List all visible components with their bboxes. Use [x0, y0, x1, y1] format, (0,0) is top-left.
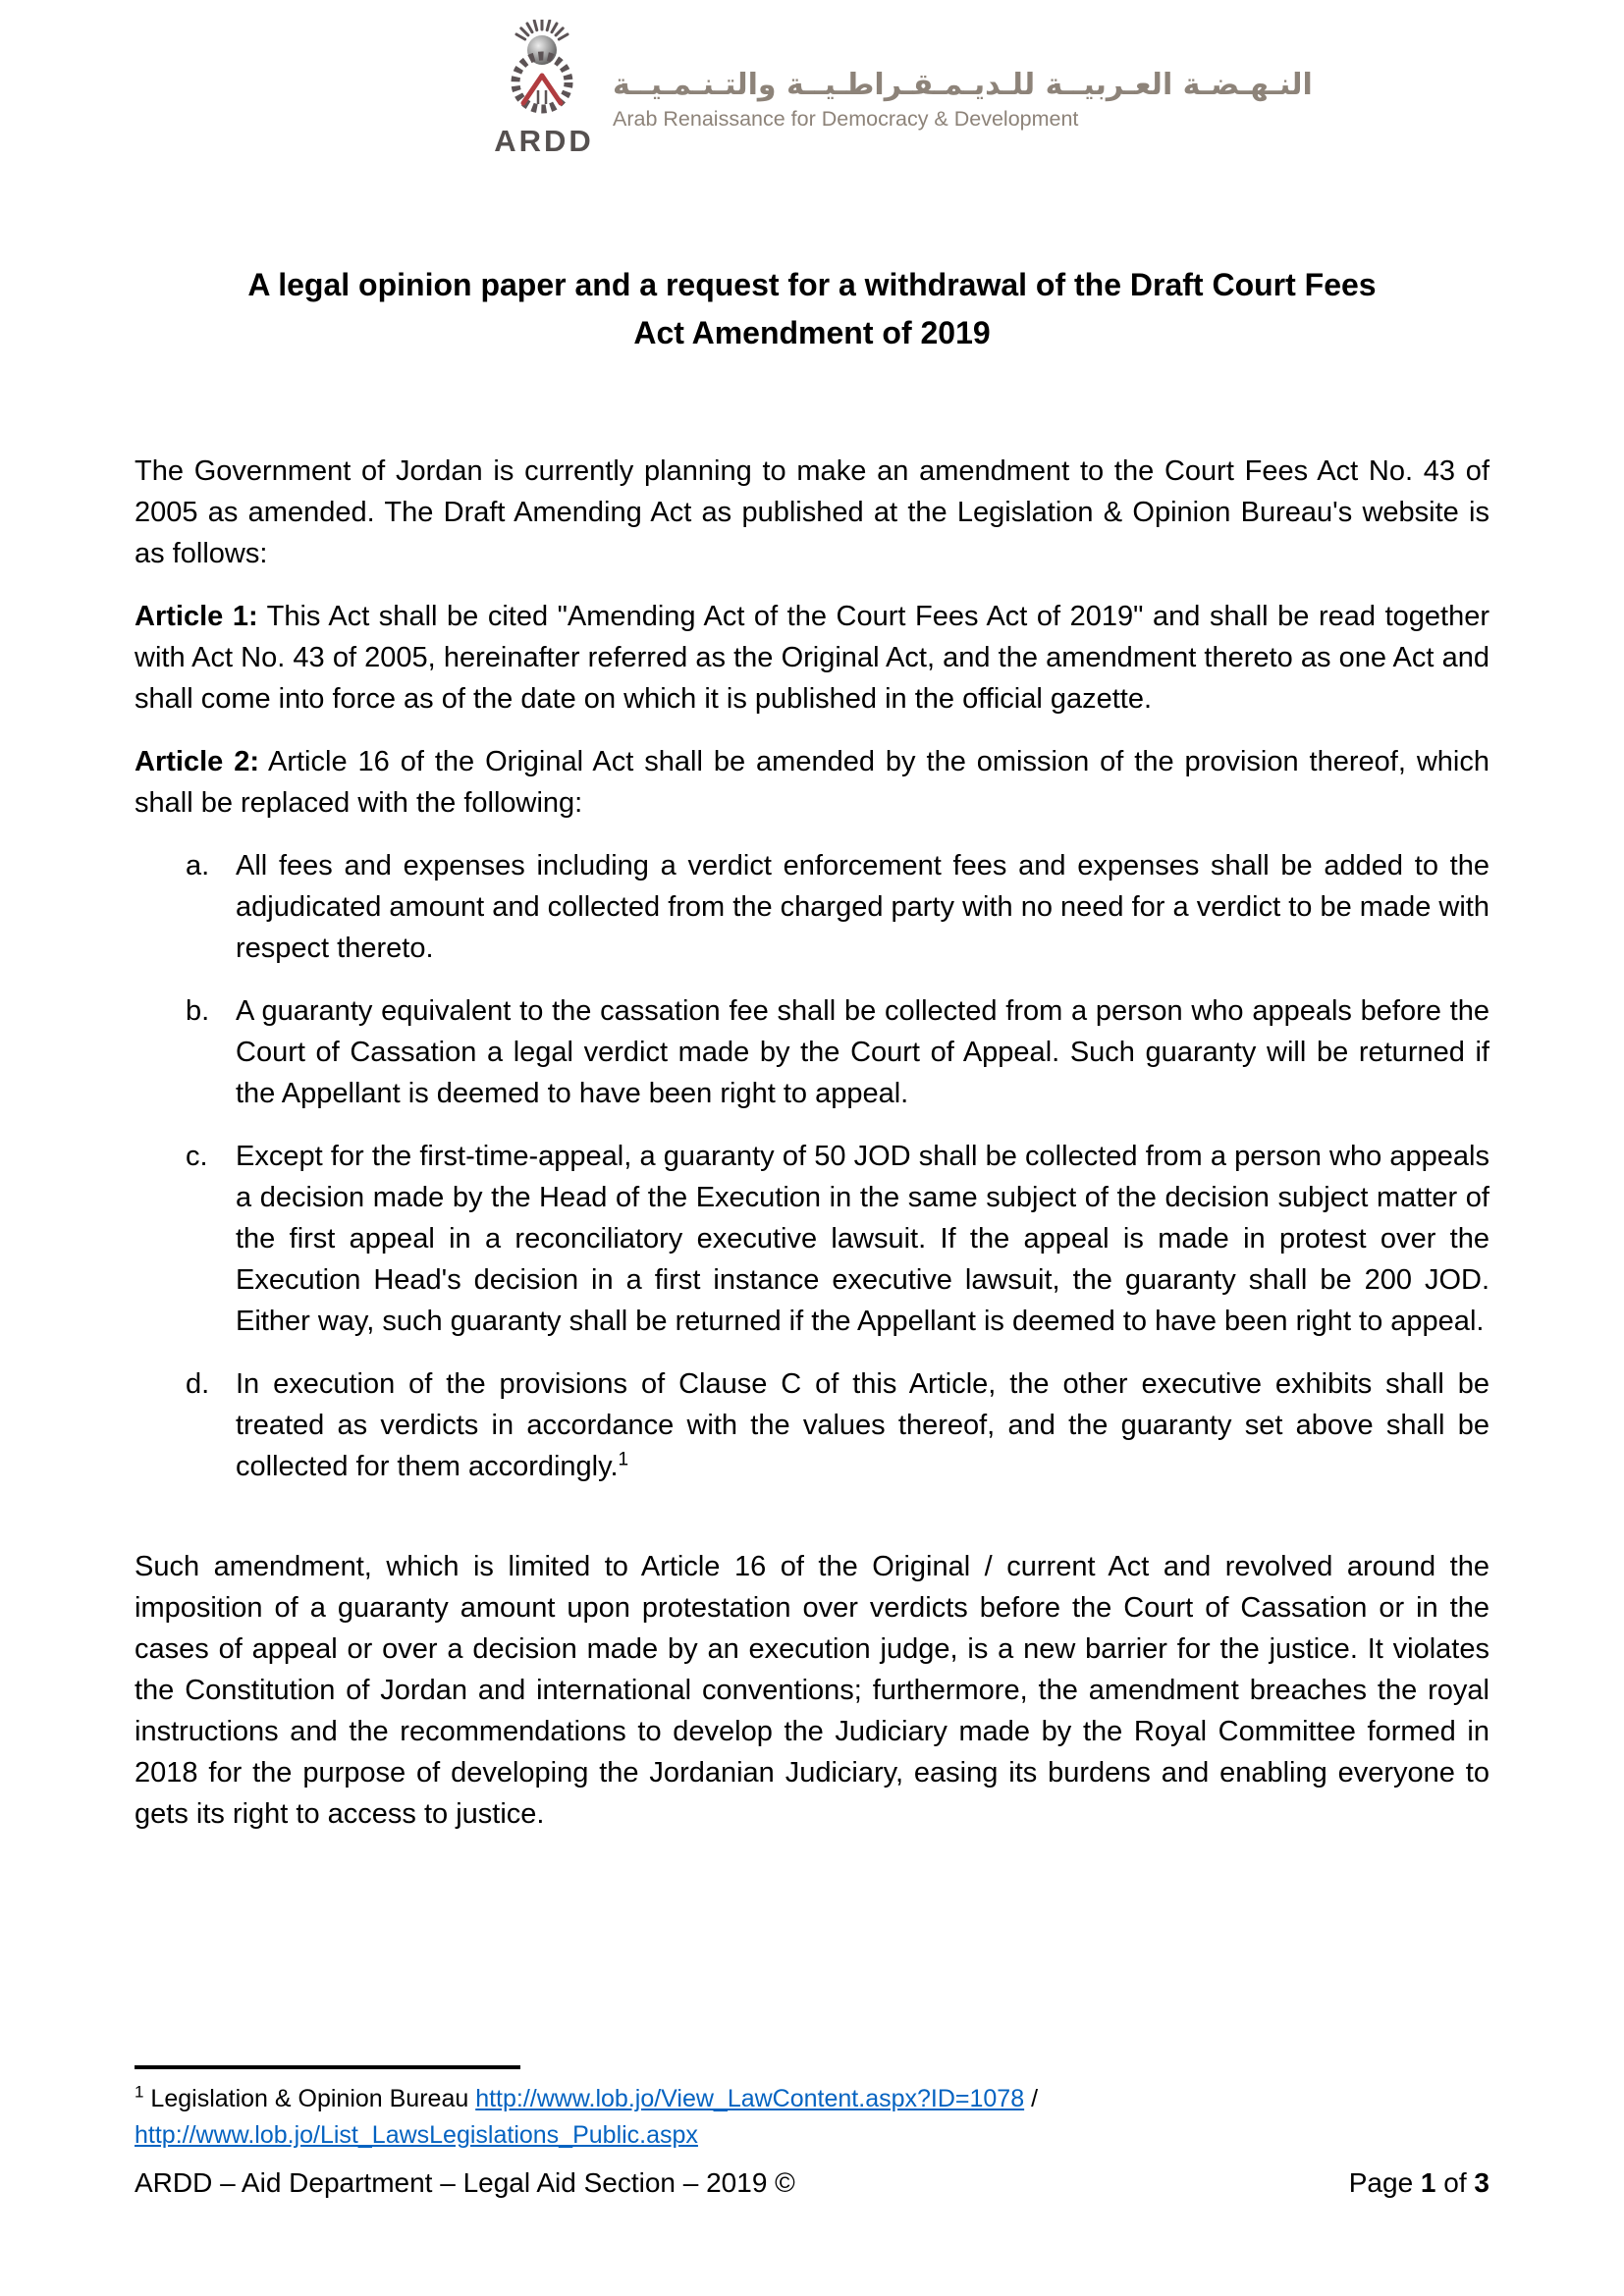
footnote-prefix: Legislation & Opinion Bureau [150, 2085, 476, 2112]
ardd-wordmark: ARDD [494, 124, 594, 158]
footnote-text [135, 2081, 1489, 2154]
list-item-text: A guaranty equivalent to the cassation fee shall be collected from a person who appeals before the Court of Cassation a legal verdict made by the Court of Appeal. Such guaranty will be returned if the Appellant is deemed to have been right to appeal. [236, 995, 1489, 1109]
ardd-logo [491, 20, 1313, 159]
ardd-emblem-icon [495, 20, 593, 122]
list-item-marker: d. [186, 1368, 210, 1400]
footer-left-text: ARDD – Aid Department – Legal Aid Section – 2019 © [135, 2167, 795, 2198]
page-number: 1 [1420, 2167, 1436, 2198]
footnote-number: 1 [135, 2082, 144, 2102]
footnote-separator: / [1024, 2085, 1039, 2112]
list-item-a [135, 845, 1489, 969]
clause-list [135, 845, 1489, 1487]
article-2-label: Article 2: [135, 746, 259, 777]
footnote-area [135, 2065, 1489, 2154]
page-title-line2: Act Amendment of 2019 [633, 315, 991, 350]
ardd-arabic-name: النـهـضـة العـربيــة للـديـمـقـراطـيــة والتـنـمـيــة [613, 68, 1313, 102]
of-word: of [1435, 2167, 1475, 2198]
document-body [135, 451, 1489, 1856]
list-item-text: All fees and expenses including a verdict enforcement fees and expenses shall be added to the adjudicated amount and collected from the charged party with no need for a verdict to be made with respect thereto. [236, 850, 1489, 964]
footnote-link-2[interactable]: http://www.lob.jo/List_LawsLegislations_Public.aspx [135, 2121, 698, 2149]
list-item-text: Except for the first-time-appeal, a guaranty of 50 JOD shall be collected from a person who appeals a decision made by the Head of the Execution in the same subject of the decision subject matter of the first appeal in a reconciliatory executive lawsuit. If the appeal is made in protest over the Execution Head's decision in a first instance executive lawsuit, the guaranty shall be 200 JOD. Either way, such guaranty shall be returned if the Appellant is deemed to have been right to appeal. [236, 1141, 1489, 1337]
ardd-emblem-column [491, 20, 597, 159]
red-tent-icon [523, 76, 561, 103]
footnote-link-1[interactable]: http://www.lob.jo/View_LawContent.aspx?ID=1078 [475, 2085, 1025, 2112]
page-title [135, 261, 1489, 357]
inner-hatches-icon [538, 90, 546, 104]
list-item-c [135, 1136, 1489, 1342]
page-title-line1: A legal opinion paper and a request for a withdrawal of the Draft Court Fees [247, 267, 1377, 302]
list-item-d [135, 1363, 1489, 1487]
article-2-text: Article 16 of the Original Act shall be amended by the omission of the provision thereof, which shall be replaced with the following: [135, 746, 1489, 819]
article-1-label: Article 1: [135, 601, 258, 632]
list-item-b [135, 990, 1489, 1114]
intro-paragraph: The Government of Jordan is currently planning to make an amendment to the Court Fees Act No. 43 of 2005 as amended. The Draft Amending Act as published at the Legislation & Opinion Bureau's website is as follows: [135, 455, 1489, 569]
ardd-names [613, 69, 1313, 132]
list-item-marker: a. [186, 850, 210, 881]
list-item-marker: b. [186, 995, 210, 1027]
ardd-english-name: Arab Renaissance for Democracy & Development [613, 106, 1079, 131]
article-2-paragraph [135, 741, 1489, 824]
page-total: 3 [1474, 2167, 1489, 2198]
footnote-reference-mark: 1 [618, 1449, 629, 1470]
closing-paragraph: Such amendment, which is limited to Article 16 of the Original / current Act and revolved around the imposition of a guaranty amount upon protestation over verdicts before the Court of Cassation or in the cases of appeal or over a decision made by an execution judge, is a new barrier for the justice. It violates the Constitution of Jordan and international conventions; furthermore, the amendment breaches the royal instructions and the recommendations to develop the Judiciary made by the Royal Committee formed in 2018 for the purpose of developing the Jordanian Judiciary, easing its burdens and enabling everyone to gets its right to access to justice. [135, 1551, 1489, 1830]
list-item-marker: c. [186, 1141, 208, 1172]
page-footer [135, 2167, 1489, 2199]
page-number-indicator [1349, 2167, 1489, 2199]
article-1-text: This Act shall be cited "Amending Act of the Court Fees Act of 2019" and shall be read together with Act No. 43 of 2005, hereinafter referred as the Original Act, and the amendment thereto as one Act and shall come into force as of the date on which it is published in the official gazette. [135, 601, 1489, 715]
page-word: Page [1348, 2167, 1421, 2198]
list-item-text: In execution of the provisions of Clause C of this Article, the other executive exhibits shall be treated as verdicts in accordance with the values thereof, and the guaranty set above shall be collected for them accordingly. [236, 1368, 1489, 1482]
footnote-separator-rule [135, 2065, 520, 2069]
article-1-paragraph [135, 596, 1489, 720]
